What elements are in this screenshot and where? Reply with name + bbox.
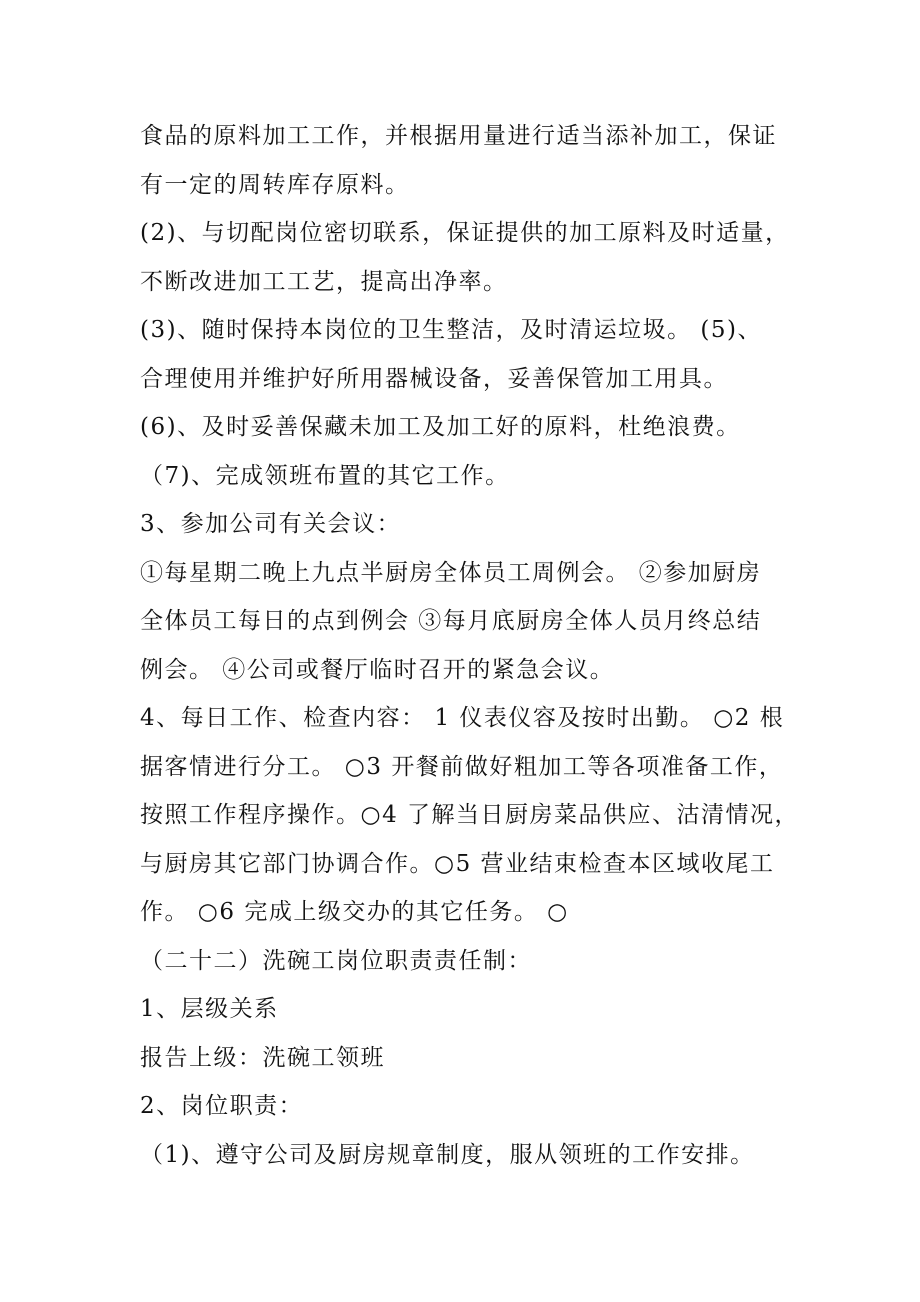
section-heading: 1、层级关系 (140, 996, 279, 1022)
text-line: (6)、及时妥善保藏未加工及加工好的原料，杜绝浪费。 (140, 414, 741, 440)
text-line: 合理使用并维护好所用器械设备，妥善保管加工用具。 (140, 365, 728, 392)
text-line: 作。 ○6 完成上级交办的其它任务。 ○ (140, 899, 569, 925)
section-heading: （二十二）洗碗工岗位职责责任制： (140, 947, 532, 974)
text-line: 据客情进行分工。 ○3 开餐前做好粗加工等各项准备工作， (140, 753, 784, 780)
text-line: 与厨房其它部门协调合作。○5 营业结束检查本区域收尾工 (140, 850, 775, 877)
section-heading: 2、岗位职责： (140, 1093, 304, 1119)
text-line: 不断改进加工工艺，提高出净率。 (140, 268, 508, 295)
text-line: ①每星期二晚上九点半厨房全体员工周例会。 ②参加厨房 (140, 559, 762, 586)
text-line: (2)、与切配岗位密切联系，保证提供的加工原料及时适量， (140, 220, 790, 246)
text-line: 全体员工每日的点到例会 ③每月底厨房全体人员月终总结 (140, 608, 762, 634)
section-heading: 3、参加公司有关会议： (140, 511, 402, 537)
text-line: 报告上级：洗碗工领班 (140, 1044, 385, 1071)
text-line: （1)、遵守公司及厨房规章制度，服从领班的工作安排。 (140, 1141, 755, 1168)
text-line: （7)、完成领班布置的其它工作。 (140, 462, 510, 489)
text-line: 食品的原料加工工作，并根据用量进行适当添补加工，保证 (140, 123, 777, 149)
section-heading: 4、每日工作、检查内容： 1 仪表仪容及按时出勤。 ○2 根 (140, 705, 785, 731)
text-line: 按照工作程序操作。○4 了解当日厨房菜品供应、沽清情况， (140, 802, 800, 828)
document-body (140, 112, 800, 1179)
text-line: (3)、随时保持本岗位的卫生整洁，及时清运垃圾。 (5)、 (140, 317, 762, 343)
text-line: 有一定的周转库存原料。 (140, 171, 410, 198)
text-line: 例会。 ④公司或餐厅临时召开的紧急会议。 (140, 656, 615, 683)
